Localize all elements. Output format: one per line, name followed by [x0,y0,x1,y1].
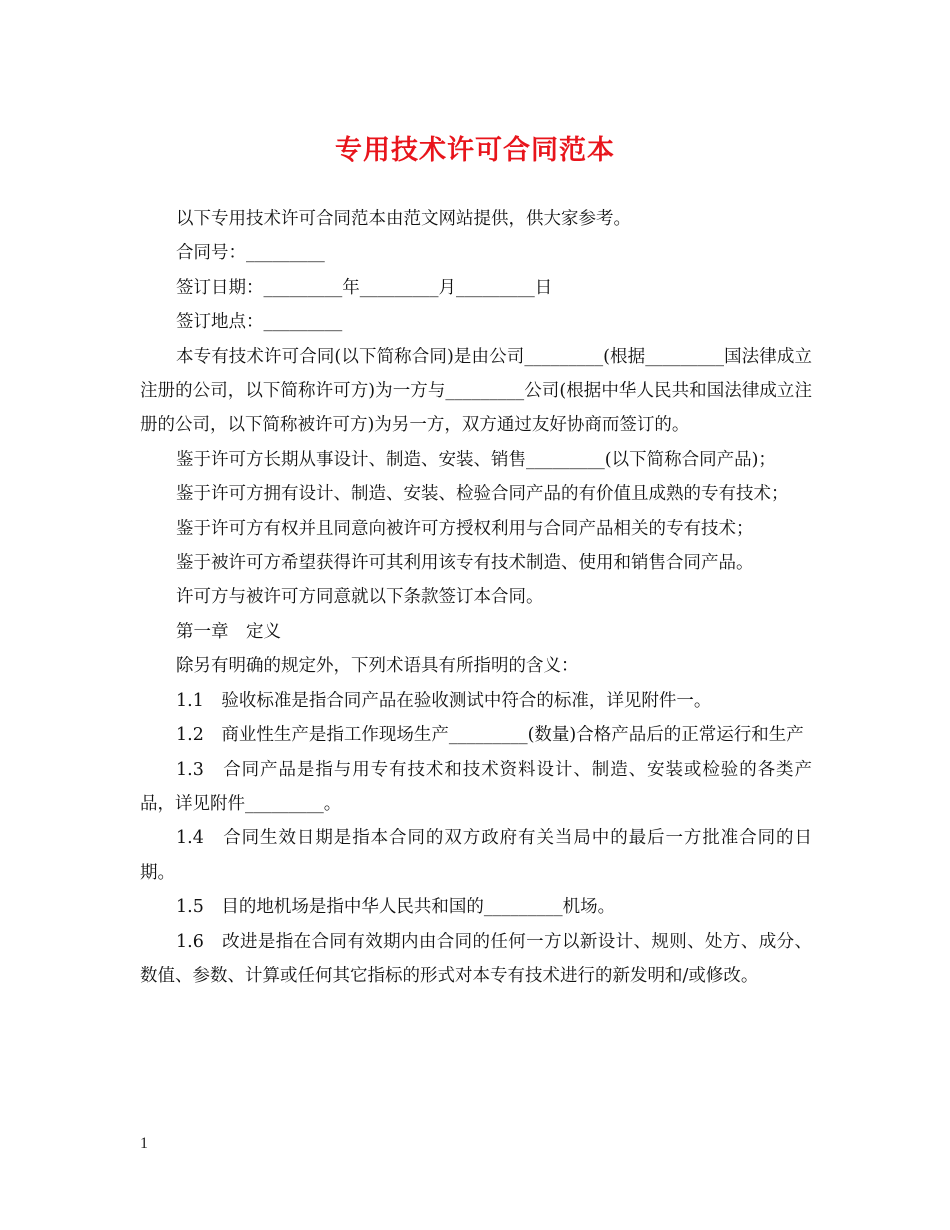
document-title: 专用技术许可合同范本 [335,135,615,166]
paragraph-whereas-1: 鉴于许可方长期从事设计、制造、安装、销售_________(以下简称合同产品)； [176,449,776,470]
paragraph-definitions-intro: 除另有明确的规定外，下列术语具有所指明的含义： [176,656,579,677]
clause-1-6: 1.6 改进是指在合同有效期内由合同的任何一方以新设计、规则、处方、成分、数值、参数、计算或任何其它指标的形式对本专有技术进行的新发明和/或修改。 [140,931,812,986]
chapter-heading: 第一章 定义 [176,621,281,642]
paragraph-sign-date: 签订日期：_________年_________月_________日 [176,277,553,298]
paragraph-parties: 本专有技术许可合同(以下简称合同)是由公司_________(根据_________国法律成立注册的公司，以下简称许可方)为一方与_________公司(根据中华人民共和国法律成立注册的公司，以下简称被许可方)为另一方，双方通过友好协商而签订的。 [140,346,812,436]
clause-1-2: 1.2 商业性生产是指工作现场生产_________(数量)合格产品后的正常运行和生产 [176,725,804,746]
paragraph-whereas-4: 鉴于被许可方希望获得许可其利用该专有技术制造、使用和销售合同产品。 [176,553,754,574]
page-number: 1 [140,1135,148,1152]
paragraph-whereas-2: 鉴于许可方拥有设计、制造、安装、检验合同产品的有价值且成熟的专有技术； [176,484,789,505]
paragraph-agreement: 许可方与被许可方同意就以下条款签订本合同。 [176,587,544,608]
clause-1-4: 1.4 合同生效日期是指本合同的双方政府有关当局中的最后一方批准合同的日期。 [140,828,812,883]
paragraph-contract-number: 合同号：_________ [176,243,325,264]
clause-1-5: 1.5 目的地机场是指中华人民共和国的_________机场。 [176,897,616,918]
paragraph-whereas-3: 鉴于许可方有权并且同意向被许可方授权利用与合同产品相关的专有技术； [176,518,754,539]
paragraph-intro: 以下专用技术许可合同范本由范文网站提供，供大家参考。 [176,209,631,229]
clause-1-1: 1.1 验收标准是指合同产品在验收测试中符合的标准，详见附件一。 [176,690,712,711]
clause-1-3: 1.3 合同产品是指与用专有技术和技术资料设计、制造、安装或检验的各类产品，详见附件_________。 [140,759,812,814]
document-body [140,202,812,993]
paragraph-sign-place: 签订地点：_________ [176,312,343,333]
